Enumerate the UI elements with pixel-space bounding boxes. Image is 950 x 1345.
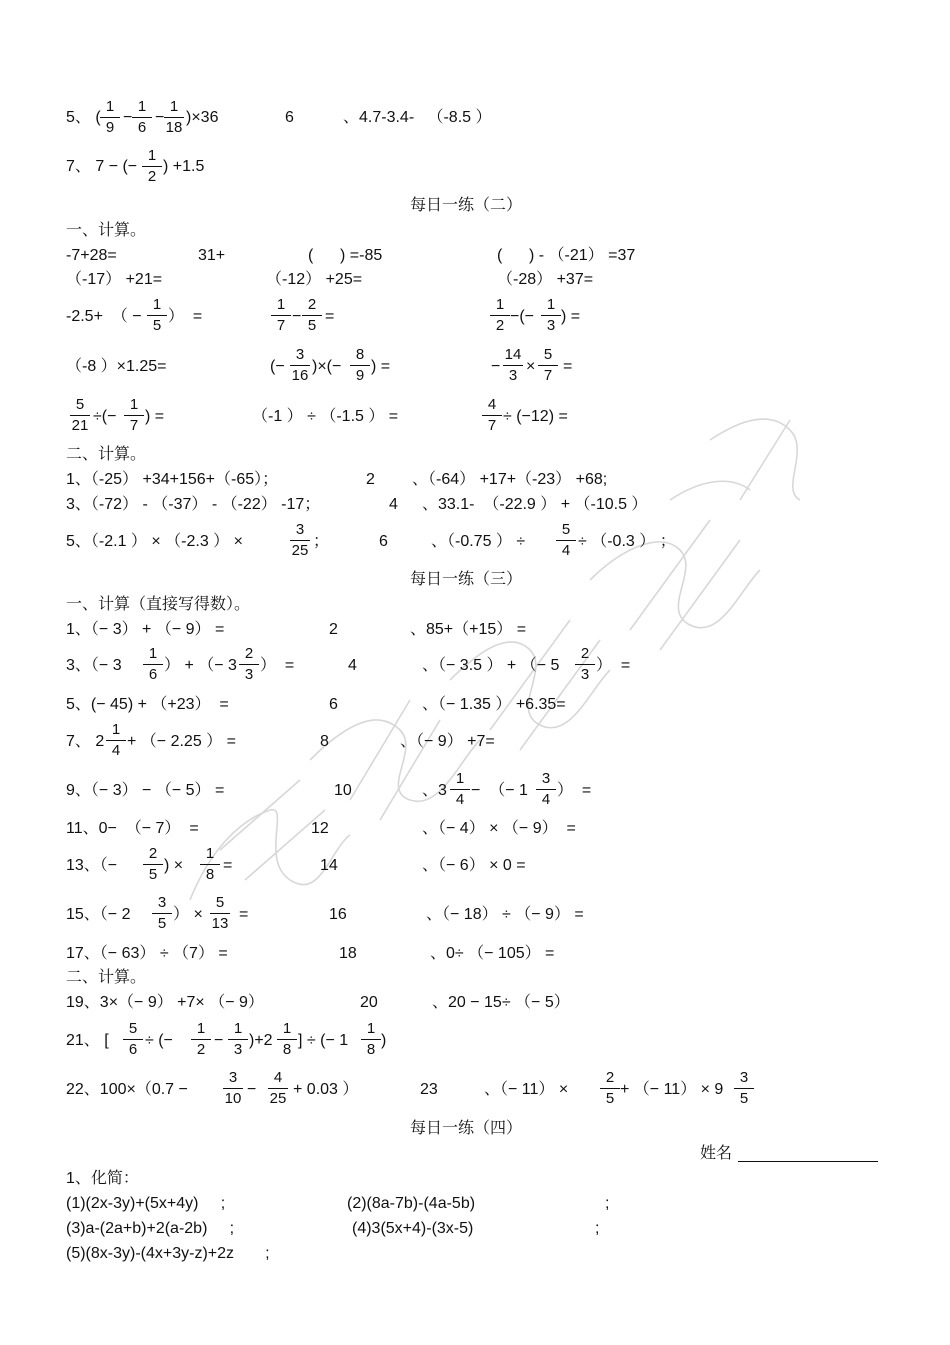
problem-text: 11、0− （− 7） = bbox=[66, 820, 199, 837]
fraction: 1 2 bbox=[190, 1021, 212, 1058]
problem-text: ÷ (− bbox=[145, 1032, 173, 1049]
problem-text: -2.5+ （ − bbox=[66, 308, 142, 325]
fraction: 1 6 bbox=[142, 646, 164, 683]
problem-text: （-12） +25= bbox=[266, 271, 363, 288]
problem-6-text: 、4.7-3.4- （-8.5 ） bbox=[343, 109, 492, 126]
fraction: 5 4 bbox=[555, 522, 577, 559]
problem-text: 、（-64） +17+（-23） +68; bbox=[412, 471, 608, 488]
section-heading: 二、计算。 bbox=[66, 969, 147, 986]
problem-text: 、（− 3.5 ） + （− 5 bbox=[422, 657, 560, 674]
fraction: 1 3 bbox=[540, 297, 562, 334]
problem-text: -7+28= bbox=[66, 247, 117, 264]
fraction: 5 21 bbox=[71, 396, 89, 434]
problem-text: × bbox=[526, 358, 536, 375]
problem-text: ) = bbox=[561, 308, 581, 325]
problem-text: ( ) - （-21） =37 bbox=[497, 247, 636, 264]
problem-text: 22、100×（0.7 − bbox=[66, 1081, 188, 1098]
problem-text: 17、（− 63） ÷ （7） = bbox=[66, 945, 228, 962]
problem-text: 15、（− 2 bbox=[66, 906, 131, 923]
problem-text: ） + （− 3 bbox=[164, 657, 237, 674]
fraction: 5 13 bbox=[211, 894, 229, 932]
fraction: 1 4 bbox=[105, 722, 127, 759]
problem-text: ) bbox=[381, 1032, 387, 1049]
problem-text: = bbox=[563, 358, 573, 375]
problem-text: ÷ （-0.3 ） ； bbox=[578, 533, 676, 550]
problem-text: 、3 bbox=[422, 782, 447, 799]
problem-text: （-1 ） ÷ （-1.5 ） = bbox=[252, 408, 399, 425]
problem-text: 6 bbox=[379, 533, 388, 550]
problem-text: 20 bbox=[360, 994, 378, 1011]
fraction: 4 7 bbox=[481, 397, 503, 434]
problem-text: (− bbox=[270, 358, 285, 375]
fraction: 2 3 bbox=[238, 646, 260, 683]
problem-text: ) = bbox=[145, 408, 165, 425]
problem-text: − （− 1 bbox=[471, 782, 528, 799]
problem-text: )+2 bbox=[249, 1032, 273, 1049]
problem-text: 19、3×（− 9） +7× （− 9） bbox=[66, 994, 264, 1011]
problem-text: 14 bbox=[320, 857, 338, 874]
fraction: 1 9 bbox=[99, 99, 121, 136]
fraction: 4 25 bbox=[269, 1069, 287, 1107]
problem-text: ; bbox=[605, 1195, 610, 1212]
name-input-line[interactable] bbox=[738, 1161, 878, 1162]
problem-text: 、（− 18） ÷ （− 9） = bbox=[426, 906, 584, 923]
problem-text: = bbox=[223, 857, 233, 874]
fraction: 3 10 bbox=[224, 1069, 242, 1107]
problem-text: 、（− 4） × （− 9） = bbox=[422, 820, 576, 837]
problem-text: 、85+（+15） = bbox=[410, 621, 527, 638]
problem-6-number: 6 bbox=[285, 109, 294, 126]
problem-text: 21、 [ bbox=[66, 1032, 109, 1049]
problem-5-label: 5、 ( bbox=[66, 109, 101, 126]
fraction: 3 25 bbox=[291, 521, 309, 559]
fraction: 1 8 bbox=[276, 1021, 298, 1058]
fraction: 1 3 bbox=[227, 1021, 249, 1058]
problem-5-tail: )×36 bbox=[186, 109, 219, 126]
section-title-2: 每日一练（二） bbox=[410, 195, 523, 214]
fraction: 1 5 bbox=[146, 297, 168, 334]
problem-text: ) = bbox=[371, 358, 391, 375]
problem-text: 、（-0.75 ） ÷ bbox=[431, 533, 526, 550]
problem-text: (2)(8a-7b)-(4a-5b) bbox=[347, 1195, 476, 1212]
problem-text: (1)(2x-3y)+(5x+4y) ; bbox=[66, 1195, 226, 1212]
problem-text: ÷(− bbox=[93, 408, 117, 425]
problem-text: (4)3(5x+4)-(3x-5) bbox=[352, 1220, 474, 1237]
problem-text: 4 bbox=[389, 496, 398, 513]
problem-7-tail: ) +1.5 bbox=[163, 158, 205, 175]
fraction: 2 5 bbox=[301, 297, 323, 334]
problem-text: ÷ (−12) = bbox=[503, 408, 568, 425]
fraction: 1 7 bbox=[123, 397, 145, 434]
minus-sign: − bbox=[292, 308, 302, 325]
problem-text: 4 bbox=[348, 657, 357, 674]
problem-text: 7、 2 bbox=[66, 733, 105, 750]
fraction: 1 4 bbox=[449, 771, 471, 808]
problem-text: 12 bbox=[311, 820, 329, 837]
minus-sign: − bbox=[155, 109, 165, 126]
problem-text: 2 bbox=[329, 621, 338, 638]
problem-text: ; bbox=[595, 1220, 600, 1237]
fraction: 14 3 bbox=[504, 346, 522, 384]
problem-text: ( ) =-85 bbox=[308, 247, 383, 264]
problem-text: 2 bbox=[366, 471, 375, 488]
problem-text: − bbox=[247, 1081, 257, 1098]
problem-text: 、33.1- （-22.9 ） + （-10.5 ） bbox=[422, 496, 648, 513]
problem-text: ) × bbox=[164, 857, 184, 874]
problem-text: ] ÷ (− 1 bbox=[298, 1032, 349, 1049]
fraction: 1 18 bbox=[165, 98, 183, 136]
problem-7-label: 7、 7 − (− bbox=[66, 158, 138, 175]
problem-text: − bbox=[491, 358, 501, 375]
section-heading: 1、化简： bbox=[66, 1170, 139, 1187]
problem-text: ） = bbox=[260, 657, 295, 674]
section-heading: 二、计算。 bbox=[66, 446, 147, 463]
problem-text: 8 bbox=[320, 733, 329, 750]
fraction: 3 16 bbox=[291, 346, 309, 384]
problem-text: )×(− bbox=[312, 358, 342, 375]
fraction: 5 7 bbox=[537, 347, 559, 384]
problem-text: 5、（-2.1 ） × （-2.3 ） × bbox=[66, 533, 243, 550]
fraction: 8 9 bbox=[349, 347, 371, 384]
problem-text: −(− bbox=[510, 308, 535, 325]
problem-text: 1、（− 3） + （− 9） = bbox=[66, 621, 225, 638]
problem-text: + （− 11） × 9 bbox=[620, 1081, 724, 1098]
problem-text: = bbox=[239, 906, 249, 923]
problem-text: ） = bbox=[596, 657, 631, 674]
problem-text: 10 bbox=[334, 782, 352, 799]
fraction: 1 6 bbox=[131, 99, 153, 136]
fraction: 5 6 bbox=[122, 1021, 144, 1058]
problem-text: （-8 ）×1.25= bbox=[66, 358, 167, 375]
section-title-3: 每日一练（三） bbox=[410, 569, 523, 588]
problem-text: 、（− 6） × 0 = bbox=[422, 857, 526, 874]
section-title-4: 每日一练（四） bbox=[410, 1118, 523, 1137]
fraction: 2 3 bbox=[574, 646, 596, 683]
fraction: 1 2 bbox=[141, 148, 163, 185]
problem-text: 13、（− bbox=[66, 857, 118, 874]
problem-text: + 0.03 ） bbox=[293, 1081, 359, 1098]
name-label: 姓名 bbox=[700, 1143, 733, 1162]
fraction: 2 5 bbox=[142, 846, 164, 883]
problem-text: − bbox=[214, 1032, 224, 1049]
problem-text: ） × bbox=[173, 906, 203, 923]
problem-text: 9、（− 3） − （− 5） = bbox=[66, 782, 225, 799]
problem-text: = bbox=[325, 308, 335, 325]
problem-text: 3、（-72） - （-37） - （-22） -17； bbox=[66, 496, 321, 513]
minus-sign: − bbox=[123, 109, 133, 126]
fraction: 1 2 bbox=[489, 297, 511, 334]
problem-text: 、0÷ （− 105） = bbox=[430, 945, 555, 962]
problem-text: (5)(8x-3y)-(4x+3y-z)+2z ; bbox=[66, 1245, 270, 1262]
problem-text: 16 bbox=[329, 906, 347, 923]
problem-text: 5、(− 45) + （+23） = bbox=[66, 696, 229, 713]
problem-text: 6 bbox=[329, 696, 338, 713]
fraction: 3 4 bbox=[535, 771, 557, 808]
fraction: 1 8 bbox=[360, 1021, 382, 1058]
fraction: 3 5 bbox=[733, 1070, 755, 1107]
fraction: 1 8 bbox=[199, 846, 221, 883]
problem-text: （-17） +21= bbox=[66, 271, 163, 288]
fraction: 2 5 bbox=[599, 1070, 621, 1107]
section-heading: 一、计算。 bbox=[66, 222, 147, 239]
problem-text: ） = bbox=[168, 308, 203, 325]
problem-text: 、（− 1.35 ） +6.35= bbox=[422, 696, 566, 713]
fraction: 3 5 bbox=[151, 895, 173, 932]
problem-text: 1、（-25） +34+156+（-65）； bbox=[66, 471, 279, 488]
problem-text: (3)a-(2a+b)+2(a-2b) ; bbox=[66, 1220, 235, 1237]
problem-text: 18 bbox=[339, 945, 357, 962]
problem-text: + （− 2.25 ） = bbox=[127, 733, 236, 750]
problem-text: 、20 − 15÷ （− 5） bbox=[432, 994, 570, 1011]
fraction: 1 7 bbox=[270, 297, 292, 334]
problem-text: 、（− 9） +7= bbox=[400, 733, 495, 750]
problem-text: 31+ bbox=[198, 247, 226, 264]
problem-text: （-28） +37= bbox=[497, 271, 594, 288]
problem-text: ） = bbox=[557, 782, 592, 799]
problem-text: 、（− 11） × bbox=[484, 1081, 569, 1098]
problem-text: 3、（− 3 bbox=[66, 657, 122, 674]
section-heading: 一、计算（直接写得数）。 bbox=[66, 596, 251, 613]
problem-text: ； bbox=[313, 533, 330, 550]
problem-text: 23 bbox=[420, 1081, 438, 1098]
